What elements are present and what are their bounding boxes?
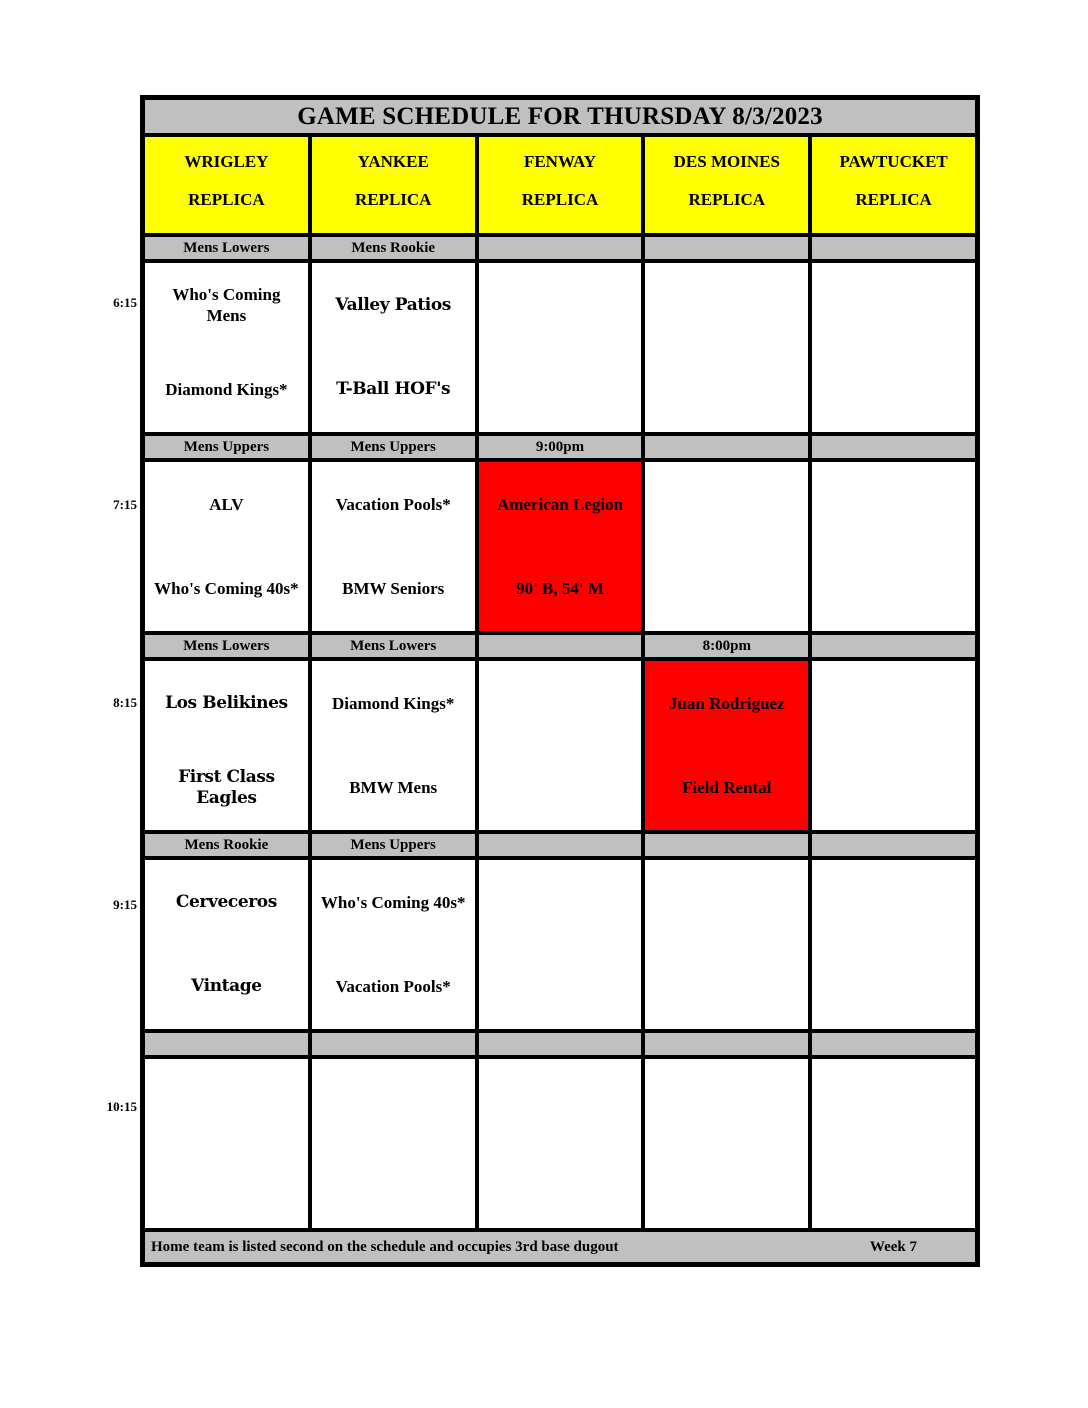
- home-team-name: [812, 348, 975, 433]
- field-replica-label: REPLICA: [855, 190, 932, 209]
- slot-label-bar: [479, 237, 642, 259]
- slot-label-bar: Mens Lowers: [145, 237, 308, 259]
- away-team-name: [812, 1059, 975, 1144]
- slot-label-bar: [812, 436, 975, 458]
- slot-label-bar: [645, 834, 808, 856]
- home-team-name: [312, 1144, 475, 1229]
- game-cell: [812, 661, 975, 830]
- slot-label-bar: Mens Rookie: [312, 237, 475, 259]
- game-cell: [145, 860, 308, 1029]
- slot-label-bar: [479, 834, 642, 856]
- away-team-name: Vacation Pools*: [335, 494, 451, 514]
- home-team-name: 90' B, 54' M: [516, 579, 604, 599]
- away-team-name: [812, 661, 975, 746]
- home-team-name: [812, 1144, 975, 1229]
- away-team-name: Juan Rodriguez: [668, 693, 785, 713]
- field-replica-label: REPLICA: [188, 190, 265, 209]
- field-name: DES MOINES: [673, 152, 780, 171]
- time-label-7-15: 7:15: [113, 497, 137, 512]
- field-name: PAWTUCKET: [839, 152, 948, 171]
- away-team-name: [145, 1059, 308, 1144]
- home-team-name: [645, 945, 808, 1030]
- field-header-yankee: [312, 137, 475, 233]
- slot-label-bar: [645, 237, 808, 259]
- game-cell: [312, 1059, 475, 1228]
- home-team-name: Field Rental: [682, 778, 772, 798]
- time-label-8-15: 8:15: [113, 695, 137, 710]
- away-team-name: [645, 860, 808, 945]
- home-team-name: T-Ball HOF's: [336, 379, 451, 400]
- game-cell: [645, 1059, 808, 1228]
- slot-label-bar: [812, 834, 975, 856]
- home-team-name: [645, 547, 808, 632]
- slot-label-bar: Mens Lowers: [145, 635, 308, 657]
- home-team-name: Vacation Pools*: [335, 977, 451, 997]
- slot-label-bar: [645, 1033, 808, 1055]
- game-cell: [645, 263, 808, 432]
- field-name: WRIGLEY: [184, 152, 269, 171]
- slot-label-bar: Mens Uppers: [312, 436, 475, 458]
- away-team-name: [479, 1059, 642, 1144]
- footer-bar: [145, 1232, 975, 1262]
- away-team-name: [645, 263, 808, 348]
- home-team-name: [479, 746, 642, 831]
- game-cell: [812, 462, 975, 631]
- game-cell: [145, 263, 308, 432]
- home-team-name: [812, 746, 975, 831]
- game-cell: [312, 462, 475, 631]
- slot-label-bar: Mens Lowers: [312, 635, 475, 657]
- away-team-name: Valley Patios: [335, 294, 451, 315]
- home-team-name: [812, 945, 975, 1030]
- schedule-title: GAME SCHEDULE FOR THURSDAY 8/3/2023: [145, 100, 975, 133]
- away-team-name: [645, 1059, 808, 1144]
- slot-label-bar: [312, 1033, 475, 1055]
- home-team-name: [645, 1144, 808, 1229]
- away-team-name: [312, 1059, 475, 1144]
- slot-label-bar: [145, 1033, 308, 1055]
- home-team-name: Diamond Kings*: [165, 380, 288, 400]
- field-replica-label: REPLICA: [521, 190, 599, 209]
- slot-label-bar: [645, 436, 808, 458]
- game-cell: [479, 661, 642, 830]
- slot-label-bar: 9:00pm: [479, 436, 642, 458]
- home-team-name: [479, 945, 642, 1030]
- away-team-name: American Legion: [496, 494, 624, 514]
- game-cell: [145, 1059, 308, 1228]
- away-team-name: [645, 462, 808, 547]
- game-cell: [479, 1059, 642, 1228]
- away-team-name: [479, 860, 642, 945]
- game-cell-rental: [479, 462, 642, 631]
- game-cell: [145, 462, 308, 631]
- game-cell-rental: [645, 661, 808, 830]
- slot-label-bar: [479, 635, 642, 657]
- game-cell: [312, 860, 475, 1029]
- away-team-name: [479, 263, 642, 348]
- away-team-name: Los Belikines: [165, 692, 288, 713]
- field-header-fenway: [479, 137, 642, 233]
- away-team-name: [479, 661, 642, 746]
- footer-week-label: Week 7: [869, 1238, 917, 1255]
- game-cell: [145, 661, 308, 830]
- game-cell: [312, 661, 475, 830]
- away-team-name: [812, 462, 975, 547]
- game-cell: [479, 263, 642, 432]
- field-name: FENWAY: [523, 152, 597, 171]
- home-team-name: [812, 547, 975, 632]
- game-cell: [812, 263, 975, 432]
- slot-label-bar: [812, 635, 975, 657]
- field-header-wrigley: [145, 137, 308, 233]
- home-team-name: [145, 1144, 308, 1229]
- away-team-name: Cerveceros: [175, 891, 277, 912]
- field-header-pawtucket: [812, 137, 975, 233]
- field-replica-label: REPLICA: [354, 190, 432, 209]
- game-cell: [812, 860, 975, 1029]
- slot-label-bar: Mens Rookie: [145, 834, 308, 856]
- game-cell: [312, 263, 475, 432]
- home-team-name: [479, 1144, 642, 1229]
- field-name: YANKEE: [357, 152, 429, 171]
- slot-label-bar: [479, 1033, 642, 1055]
- game-cell: [645, 462, 808, 631]
- slot-label-bar: 8:00pm: [645, 635, 808, 657]
- field-header-des-moines: [645, 137, 808, 233]
- away-team-name: ALV: [209, 494, 244, 514]
- away-team-name: Diamond Kings*: [332, 693, 455, 713]
- home-team-name: [479, 348, 642, 433]
- time-label-10-15: 10:15: [106, 1099, 137, 1114]
- field-replica-label: REPLICA: [688, 190, 766, 209]
- away-team-name: [812, 263, 975, 348]
- home-team-name: BMW Mens: [349, 778, 438, 798]
- home-team-name: Who's Coming 40s*: [154, 579, 299, 599]
- away-team-name: [812, 860, 975, 945]
- schedule-table: [140, 95, 980, 1267]
- time-label-9-15: 9:15: [113, 897, 137, 912]
- home-team-name: [645, 348, 808, 433]
- home-team-name: Vintage: [191, 976, 262, 997]
- away-team-name: Who's Coming 40s*: [320, 892, 466, 912]
- game-cell: [479, 860, 642, 1029]
- time-label-6-15: 6:15: [113, 295, 137, 310]
- home-team-name: First Class Eagles: [178, 766, 275, 808]
- game-cell: [645, 860, 808, 1029]
- slot-label-bar: Mens Uppers: [312, 834, 475, 856]
- footer-note: Home team is listed second on the schedule and occupies 3rd base dugout: [151, 1238, 619, 1255]
- away-team-name: Who's Coming Mens: [172, 285, 281, 326]
- slot-label-bar: [812, 1033, 975, 1055]
- game-cell: [812, 1059, 975, 1228]
- slot-label-bar: [812, 237, 975, 259]
- slot-label-bar: Mens Uppers: [145, 436, 308, 458]
- home-team-name: BMW Seniors: [342, 579, 445, 599]
